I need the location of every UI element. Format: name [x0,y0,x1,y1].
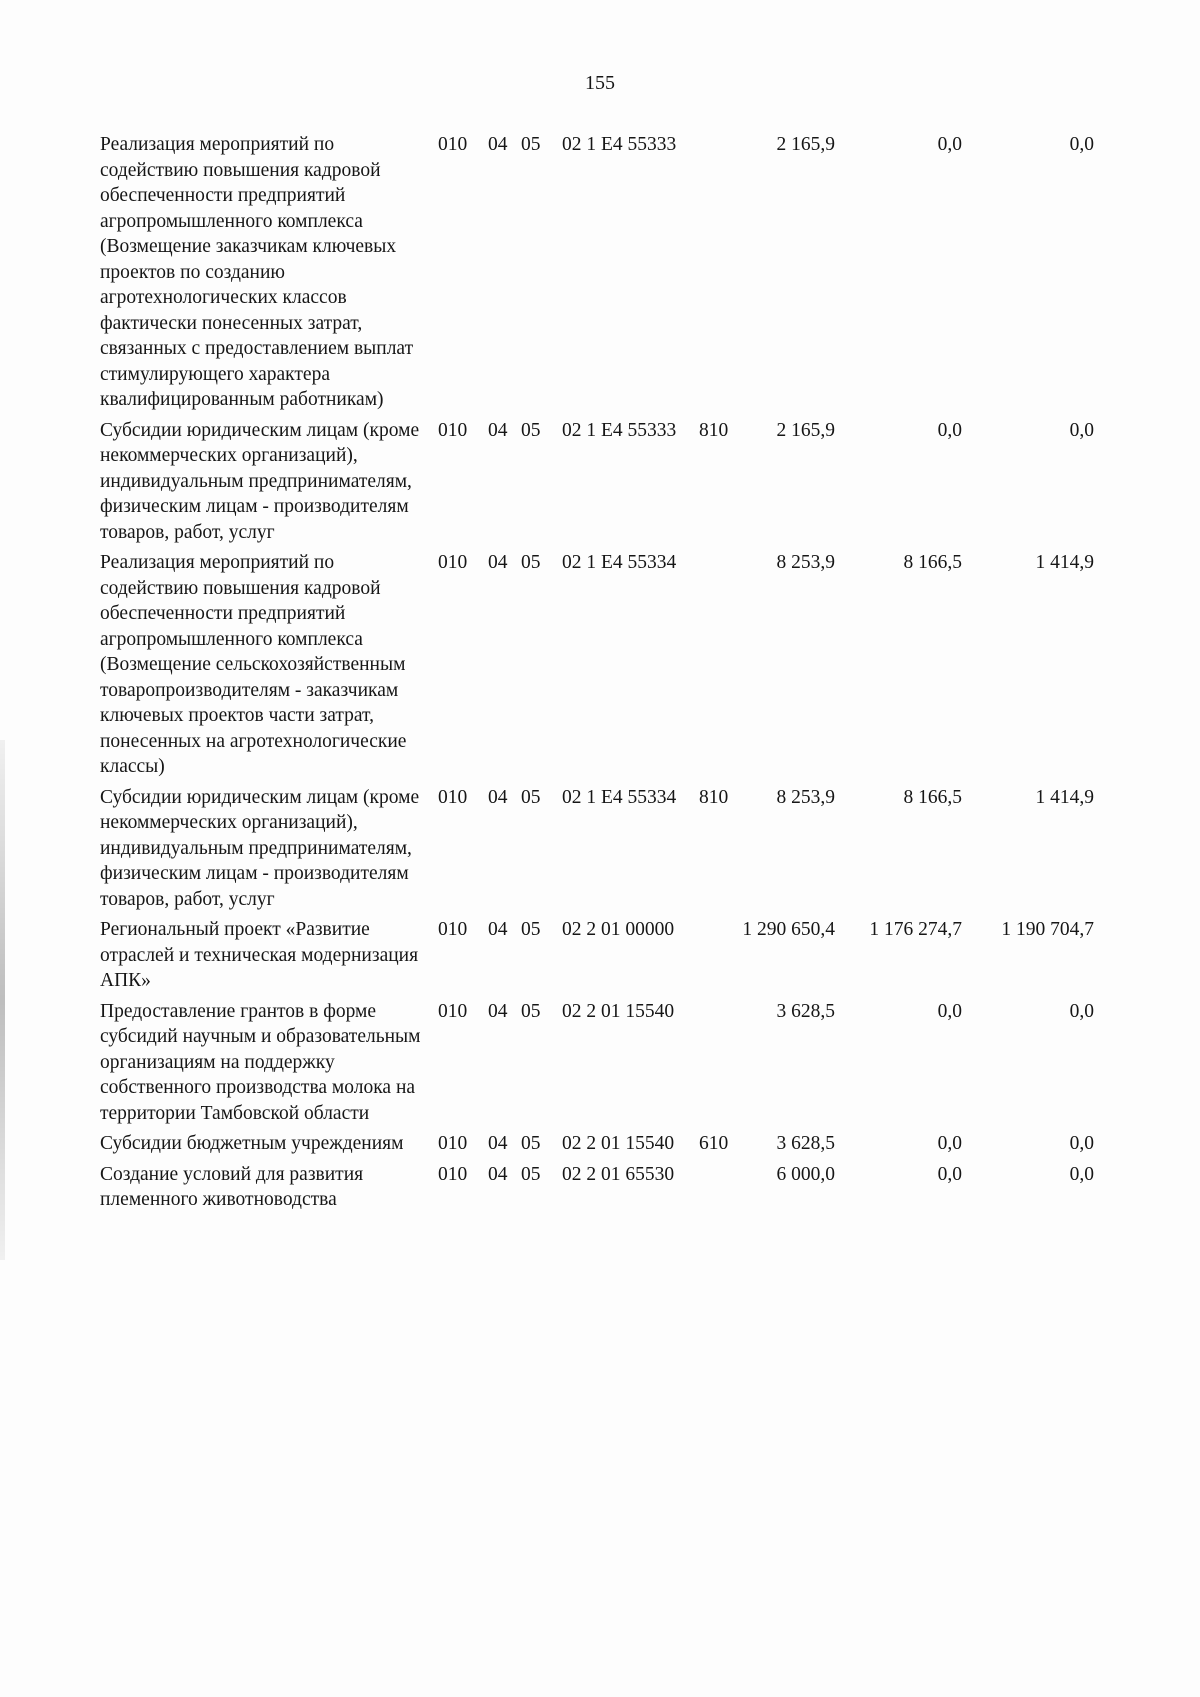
amount-column-1: 8 253,9 [776,552,835,573]
amount-column-1: 6 000,0 [776,1163,835,1185]
amount-column-2: 0,0 [937,419,962,441]
amount-column-3: 1 414,9 [1035,552,1094,573]
target-article-code: 02 1 E4 55333 [562,134,677,155]
amount-column-3: 0,0 [1069,1000,1094,1022]
target-article-code: 02 1 E4 55334 [562,552,677,573]
target-article-code: 02 1 E4 55333 [562,419,677,441]
amount-column-3: 1 414,9 [1035,786,1094,808]
subsection-code: 05 [521,552,541,573]
row-description: Предоставление грантов в форме субсидий научным и образовательным организациям на поддержку собственного производства молока на территории Тамбовской области [100,1000,421,1124]
subsection-code: 05 [521,1000,541,1022]
amount-column-2: 0,0 [937,1163,962,1185]
amount-column-2: 0,0 [937,1133,962,1154]
budget-table [100,132,1170,1213]
scan-edge-shadow [0,740,5,1260]
section-code: 04 [488,919,508,940]
amount-column-2: 0,0 [937,134,962,155]
ministry-code: 010 [438,1133,468,1154]
amount-column-3: 1 190 704,7 [1001,919,1094,940]
amount-column-1: 2 165,9 [776,419,835,441]
ministry-code: 010 [438,919,468,940]
table-row [100,418,1170,546]
target-article-code: 02 2 01 65530 [562,1163,675,1185]
ministry-code: 010 [438,552,468,573]
target-article-code: 02 1 E4 55334 [562,786,677,808]
subsection-code: 05 [521,1133,541,1154]
amount-column-3: 0,0 [1069,1133,1094,1154]
section-code: 04 [488,134,508,155]
table-row [100,132,1170,413]
row-description: Реализация мероприятий по содействию повышения кадровой обеспеченности предприятий агропромышленного комплекса (Возмещение сельскохозяйственным товаропроизводителям - заказчикам ключевых проектов части затрат, понесенных на агротехнологические классы) [100,552,407,777]
subsection-code: 05 [521,134,541,155]
amount-column-1: 3 628,5 [776,1000,835,1022]
subsection-code: 05 [521,1163,541,1185]
amount-column-2: 1 176 274,7 [869,919,962,940]
ministry-code: 010 [438,786,468,808]
row-description: Реализация мероприятий по содействию повышения кадровой обеспеченности предприятий агропромышленного комплекса (Возмещение заказчикам ключевых проектов по созданию агротехнологических классов фактически понесенных затрат, связанных с предоставлением выплат стимулирующего характера квалифицированным работникам) [100,134,414,410]
row-description: Субсидии юридическим лицам (кроме некоммерческих организаций), индивидуальным предпринимателям, физическим лицам - производителям товаров, работ, услуг [100,419,420,543]
amount-column-3: 0,0 [1069,419,1094,441]
amount-column-2: 8 166,5 [903,552,962,573]
table-row [100,550,1170,780]
section-code: 04 [488,786,508,808]
expense-type-code: 810 [699,419,729,441]
amount-column-1: 2 165,9 [776,134,835,155]
page-number: 155 [585,72,615,94]
amount-column-2: 8 166,5 [903,786,962,808]
amount-column-1: 1 290 650,4 [742,919,835,940]
ministry-code: 010 [438,134,468,155]
ministry-code: 010 [438,1000,468,1022]
expense-type-code: 810 [699,786,729,808]
subsection-code: 05 [521,786,541,808]
section-code: 04 [488,1000,508,1022]
table-row [100,999,1170,1127]
subsection-code: 05 [521,419,541,441]
table-row [100,917,1170,994]
section-code: 04 [488,419,508,441]
target-article-code: 02 2 01 15540 [562,1133,675,1154]
section-code: 04 [488,1133,508,1154]
row-description: Региональный проект «Развитие отраслей и техническая модернизация АПК» [100,919,419,991]
section-code: 04 [488,1163,508,1185]
amount-column-1: 8 253,9 [776,786,835,808]
row-description: Создание условий для развития племенного животноводства [100,1163,364,1210]
row-description: Субсидии юридическим лицам (кроме некоммерческих организаций), индивидуальным предпринимателям, физическим лицам - производителям товаров, работ, услуг [100,786,420,910]
target-article-code: 02 2 01 00000 [562,919,675,940]
amount-column-1: 3 628,5 [776,1133,835,1154]
table-row [100,1131,1170,1157]
subsection-code: 05 [521,919,541,940]
table-row [100,785,1170,913]
ministry-code: 010 [438,419,468,441]
target-article-code: 02 2 01 15540 [562,1000,675,1022]
amount-column-3: 0,0 [1069,134,1094,155]
ministry-code: 010 [438,1163,468,1185]
amount-column-3: 0,0 [1069,1163,1094,1185]
row-description: Субсидии бюджетным учреждениям [100,1133,404,1154]
section-code: 04 [488,552,508,573]
amount-column-2: 0,0 [937,1000,962,1022]
table-row [100,1162,1170,1213]
expense-type-code: 610 [699,1133,729,1154]
